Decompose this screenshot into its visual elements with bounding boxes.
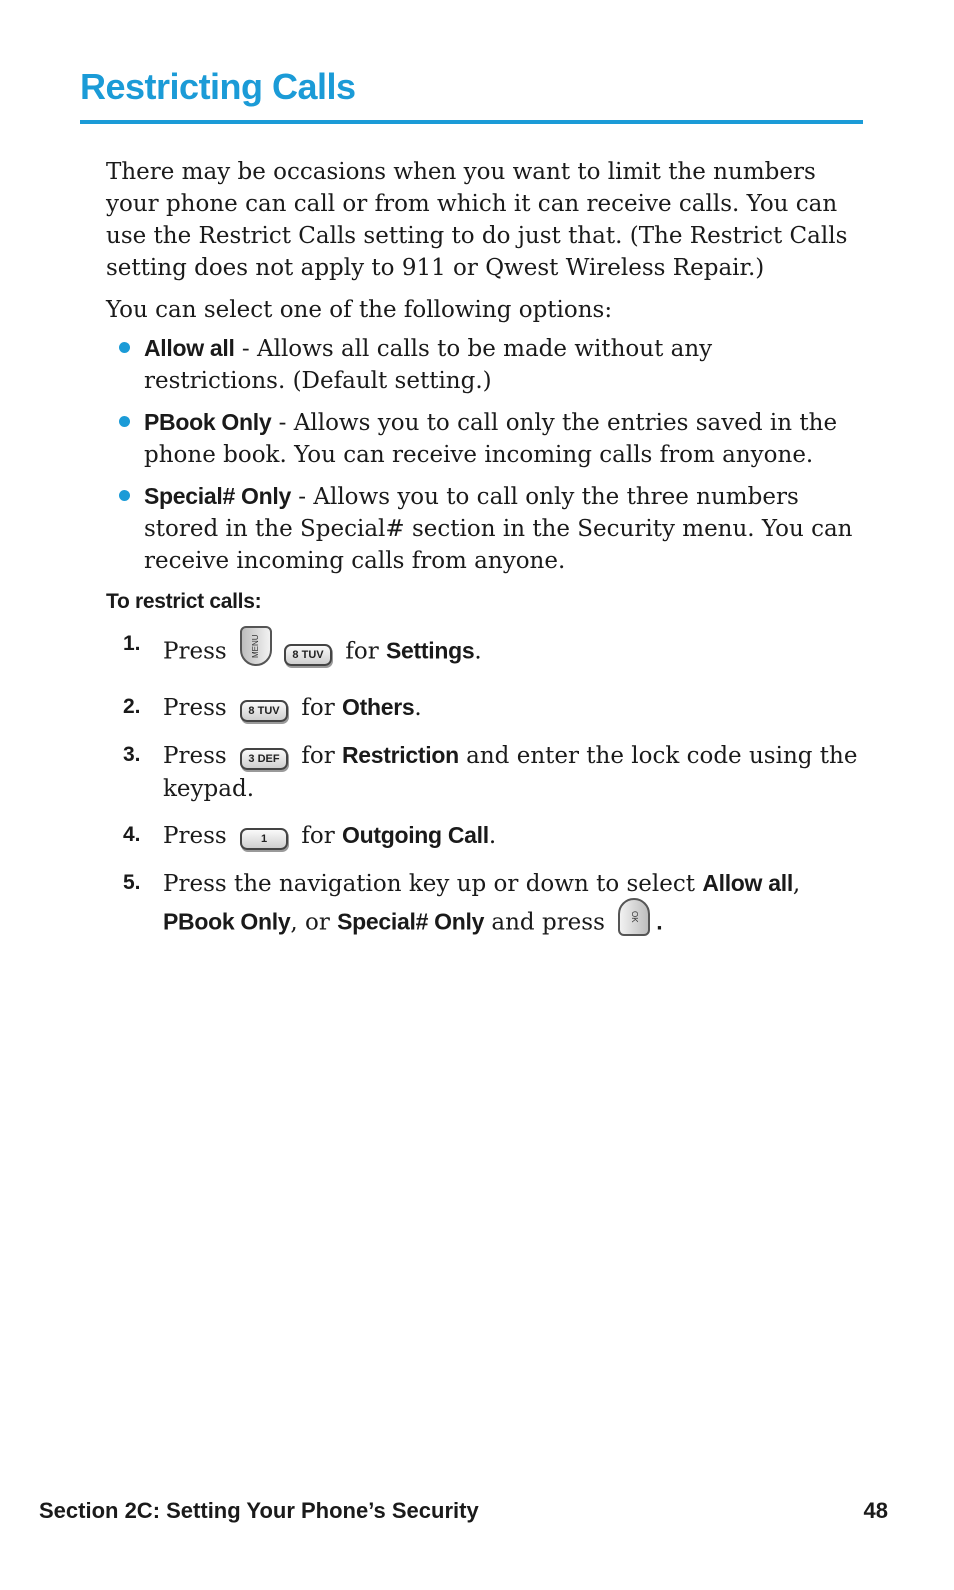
procedure-heading: To restrict calls:	[106, 590, 262, 613]
ok-key-icon: OK	[618, 898, 650, 945]
step-text: and press	[484, 909, 613, 936]
options-lead: You can select one of the following options:	[106, 297, 613, 323]
step-number: 3.	[123, 743, 141, 766]
step-target: Restriction	[342, 742, 459, 768]
step-text: .	[488, 823, 497, 849]
menu-key-icon: MENU	[240, 626, 272, 675]
options-list	[106, 332, 858, 577]
title-rule	[80, 120, 863, 124]
list-item	[106, 480, 858, 577]
step-text: Press	[163, 638, 227, 665]
step-number: 2.	[123, 695, 141, 718]
option-name: Allow all	[144, 335, 235, 361]
step-text: for	[301, 695, 335, 721]
key-1-icon: 1	[240, 819, 288, 851]
step-text: Press the navigation key up or down to select	[163, 871, 703, 897]
step-text: Press	[163, 743, 227, 769]
step-item	[106, 739, 858, 805]
option-name: Special# Only	[144, 483, 291, 509]
step-text: for	[345, 638, 379, 665]
option-desc: - Allows you to call only the entries saved in the phone book. You can receive incoming calls from anyone.	[144, 410, 838, 468]
step-target: Outgoing Call	[342, 822, 489, 848]
step-target: Settings	[386, 637, 475, 664]
step-number: 4.	[123, 823, 141, 846]
step-text: Press	[163, 823, 227, 849]
step-text: Press	[163, 695, 227, 721]
step-target: PBook Only	[163, 908, 291, 935]
key-3-icon: 3 DEF	[240, 739, 288, 771]
step-text: ,	[792, 871, 801, 897]
step-text: and enter the lock code using the keypad.	[163, 743, 858, 802]
key-8-icon: 8 TUV	[240, 691, 288, 723]
bullet-icon	[119, 490, 130, 501]
step-target: Allow all	[702, 870, 793, 896]
step-text: .	[474, 638, 482, 665]
main-content	[106, 156, 858, 961]
intro-paragraph: There may be occasions when you want to limit the numbers your phone can call or from which it can receive calls. You can use the Restrict Calls setting to do just that. (The Restrict Calls setting does not apply to 911 or Qwest Wireless Repair.)	[106, 159, 848, 281]
page-number: 48	[863, 1498, 888, 1523]
bullet-icon	[119, 416, 130, 427]
option-name: PBook Only	[144, 409, 272, 435]
step-text: for	[301, 823, 335, 849]
step-item	[106, 867, 858, 947]
option-desc: - Allows you to call only the three numbers stored in the Special# section in the Security menu. You can receive incoming calls from anyone.	[144, 484, 853, 574]
page-footer	[39, 1498, 888, 1524]
bullet-icon	[119, 342, 130, 353]
step-number: 1.	[123, 632, 141, 655]
step-text: for	[301, 743, 335, 769]
option-desc: - Allows all calls to be made without any restrictions. (Default setting.)	[144, 336, 713, 394]
list-item	[106, 332, 858, 397]
steps-list	[106, 628, 858, 947]
step-text: .	[656, 908, 663, 935]
step-item	[106, 691, 858, 725]
step-text: , or	[290, 909, 338, 936]
footer-section: Section 2C: Setting Your Phone’s Security	[39, 1498, 479, 1523]
key-8-icon: 8 TUV	[284, 635, 332, 667]
step-target: Others	[342, 694, 415, 720]
step-item	[106, 628, 858, 677]
step-target: Special# Only	[337, 908, 485, 935]
list-item	[106, 406, 858, 471]
step-item	[106, 819, 858, 853]
step-number: 5.	[123, 871, 141, 894]
page-title: Restricting Calls	[80, 66, 356, 107]
step-text: .	[414, 695, 422, 721]
